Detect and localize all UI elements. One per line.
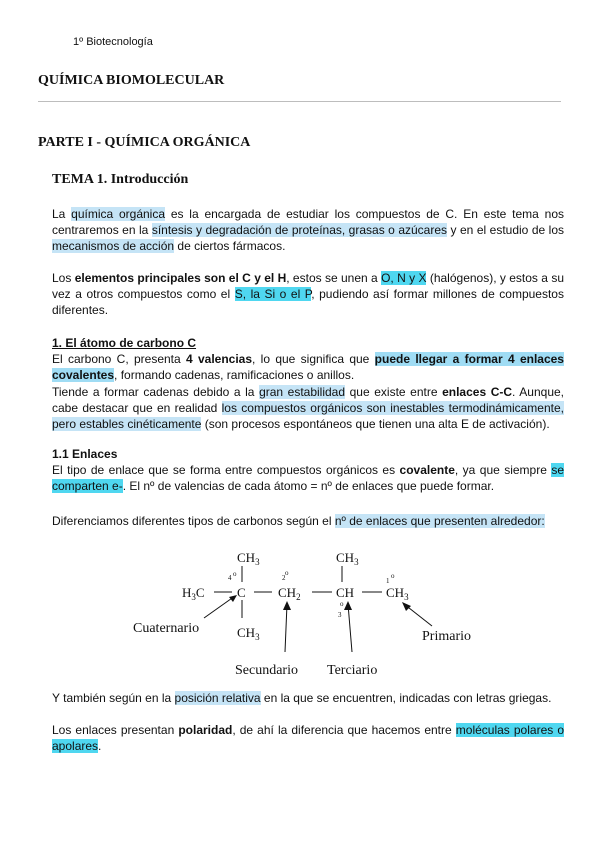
course-header: 1º Biotecnología <box>73 36 153 48</box>
section-heading-carbon: 1. El átomo de carbono C <box>52 336 197 350</box>
label-primary: Primario <box>422 629 471 644</box>
bold-main-elements: elementos principales son el C y el H <box>74 271 287 285</box>
ch3-top-right: $CH_3$ <box>336 550 359 567</box>
text-run: (son procesos espontáneos que tienen una alta E de activación). <box>201 417 550 432</box>
highlight-covalent-bonds: puede llegar a formar 4 enlaces covalentes <box>52 352 564 383</box>
text-run: El tipo de enlace que se forma entre compuestos orgánicos es <box>52 463 400 478</box>
ch3-bottom: $CH_3$ <box>237 625 260 642</box>
highlight-stability: gran estabilidad <box>259 384 346 399</box>
h3c-group: $H_3C$ <box>182 585 205 602</box>
polarity-paragraph <box>52 722 564 754</box>
highlight-synthesis: síntesis y degradación de proteínas, grasas o azúcares <box>151 223 448 238</box>
text-run: La <box>52 207 72 221</box>
text-run: , estos se unen a <box>286 271 382 285</box>
text-run: El carbono C, presenta <box>52 352 186 367</box>
quaternary-carbon: C <box>237 585 246 600</box>
text-run: , ya que siempre <box>454 463 552 478</box>
arrow-head <box>344 601 352 610</box>
degree-mark: o <box>233 570 237 578</box>
bold-cc-bonds: enlaces C-C <box>442 384 513 399</box>
highlight-relative-position: posición relativa <box>174 691 261 705</box>
text-run: que existe entre <box>345 384 443 399</box>
arrow-head <box>229 595 237 602</box>
text-run: y en el estudio de los <box>447 223 564 238</box>
text-run: , de ahí la diferencia que hacemos entre <box>232 723 456 737</box>
degree-mark: o <box>391 572 395 580</box>
text-run: , formando cadenas, ramificaciones o anillos. <box>114 368 355 383</box>
text-run: , pudiendo así formar millones de compuestos diferentes. <box>52 287 564 318</box>
arrow-head <box>283 601 291 610</box>
part-title: PARTE I - QUÍMICA ORGÁNICA <box>38 135 251 150</box>
carbon-types-paragraph <box>52 513 564 529</box>
bonds-section <box>52 446 564 495</box>
text-run: Los enlaces presentan <box>52 723 179 737</box>
elements-paragraph <box>52 270 564 319</box>
degree-4: 4 <box>228 574 232 582</box>
text-run: (halógenos), y estos a su vez a otros compuestos como el <box>52 271 564 302</box>
arrow-line <box>204 596 235 618</box>
carbon-atom-section <box>52 335 564 432</box>
arrow-line <box>285 604 287 652</box>
text-run: Tiende a formar cadenas debido a la <box>52 384 260 399</box>
section-heading-bonds: 1.1 Enlaces <box>52 447 118 461</box>
document-title: QUÍMICA BIOMOLECULAR <box>38 73 225 88</box>
tema-title: TEMA 1. Introducción <box>52 172 189 187</box>
degree-1: 1 <box>386 577 390 585</box>
text-run: . Aunque, cabe destacar que en realidad <box>52 384 565 415</box>
text-run: . <box>98 739 102 754</box>
text-run: en la que se encuentren, indicadas con letras griegas. <box>260 691 552 705</box>
ch3-top-left: $CH_3$ <box>237 550 260 567</box>
bold-polarity: polaridad <box>178 723 233 737</box>
highlight-polar-molecules: moléculas polares o apolares <box>52 723 564 754</box>
highlight-organic-chemistry: química orgánica <box>71 207 166 221</box>
highlight-bond-count: nº de enlaces que presenten alrededor: <box>334 514 545 528</box>
label-tertiary: Terciario <box>327 663 378 678</box>
arrow-line <box>348 604 352 652</box>
label-quaternary: Cuaternario <box>133 621 200 636</box>
text-run: Diferenciamos diferentes tipos de carbonos según el <box>52 514 335 528</box>
text-run: . El nº de valencias de cada átomo = nº de enlaces que puede formar. <box>122 479 495 494</box>
degree-2: 2 <box>282 574 286 582</box>
ch3-end-group: $CH_3$ <box>386 585 409 602</box>
text-run: Los <box>52 271 75 285</box>
bold-covalent: covalente <box>399 463 455 478</box>
highlight-shared-electrons: se comparten e- <box>52 463 565 494</box>
text-run: , lo que significa que <box>252 352 375 367</box>
text-run: es la encargada de estudiar los compuestos de C. En este tema nos centraremos en la <box>52 207 564 238</box>
degree-mark: o <box>340 600 344 608</box>
text-run: Y también según en la <box>52 691 175 705</box>
bold-valences: 4 valencias <box>186 352 253 367</box>
title-divider <box>38 101 561 102</box>
ch-group: CH <box>336 585 355 600</box>
relative-position-paragraph <box>52 690 564 706</box>
text-run: de ciertos fármacos. <box>174 239 286 254</box>
intro-paragraph <box>52 206 564 255</box>
highlight-mechanisms: mecanismos de acción <box>52 239 175 254</box>
arrow-head <box>402 602 411 611</box>
ch2-group: $CH_2$ <box>278 585 301 602</box>
degree-mark: o <box>285 569 289 577</box>
highlight-ssip: S, la Si o el P <box>234 287 312 302</box>
highlight-onx: O, N y X <box>381 271 427 285</box>
carbon-types-diagram <box>120 540 480 680</box>
label-secondary: Secundario <box>235 663 298 678</box>
degree-3: 3 <box>338 611 342 619</box>
highlight-unstable: los compuestos orgánicos son inestables termodinámicamente, pero estables cinéticamente <box>52 400 564 432</box>
